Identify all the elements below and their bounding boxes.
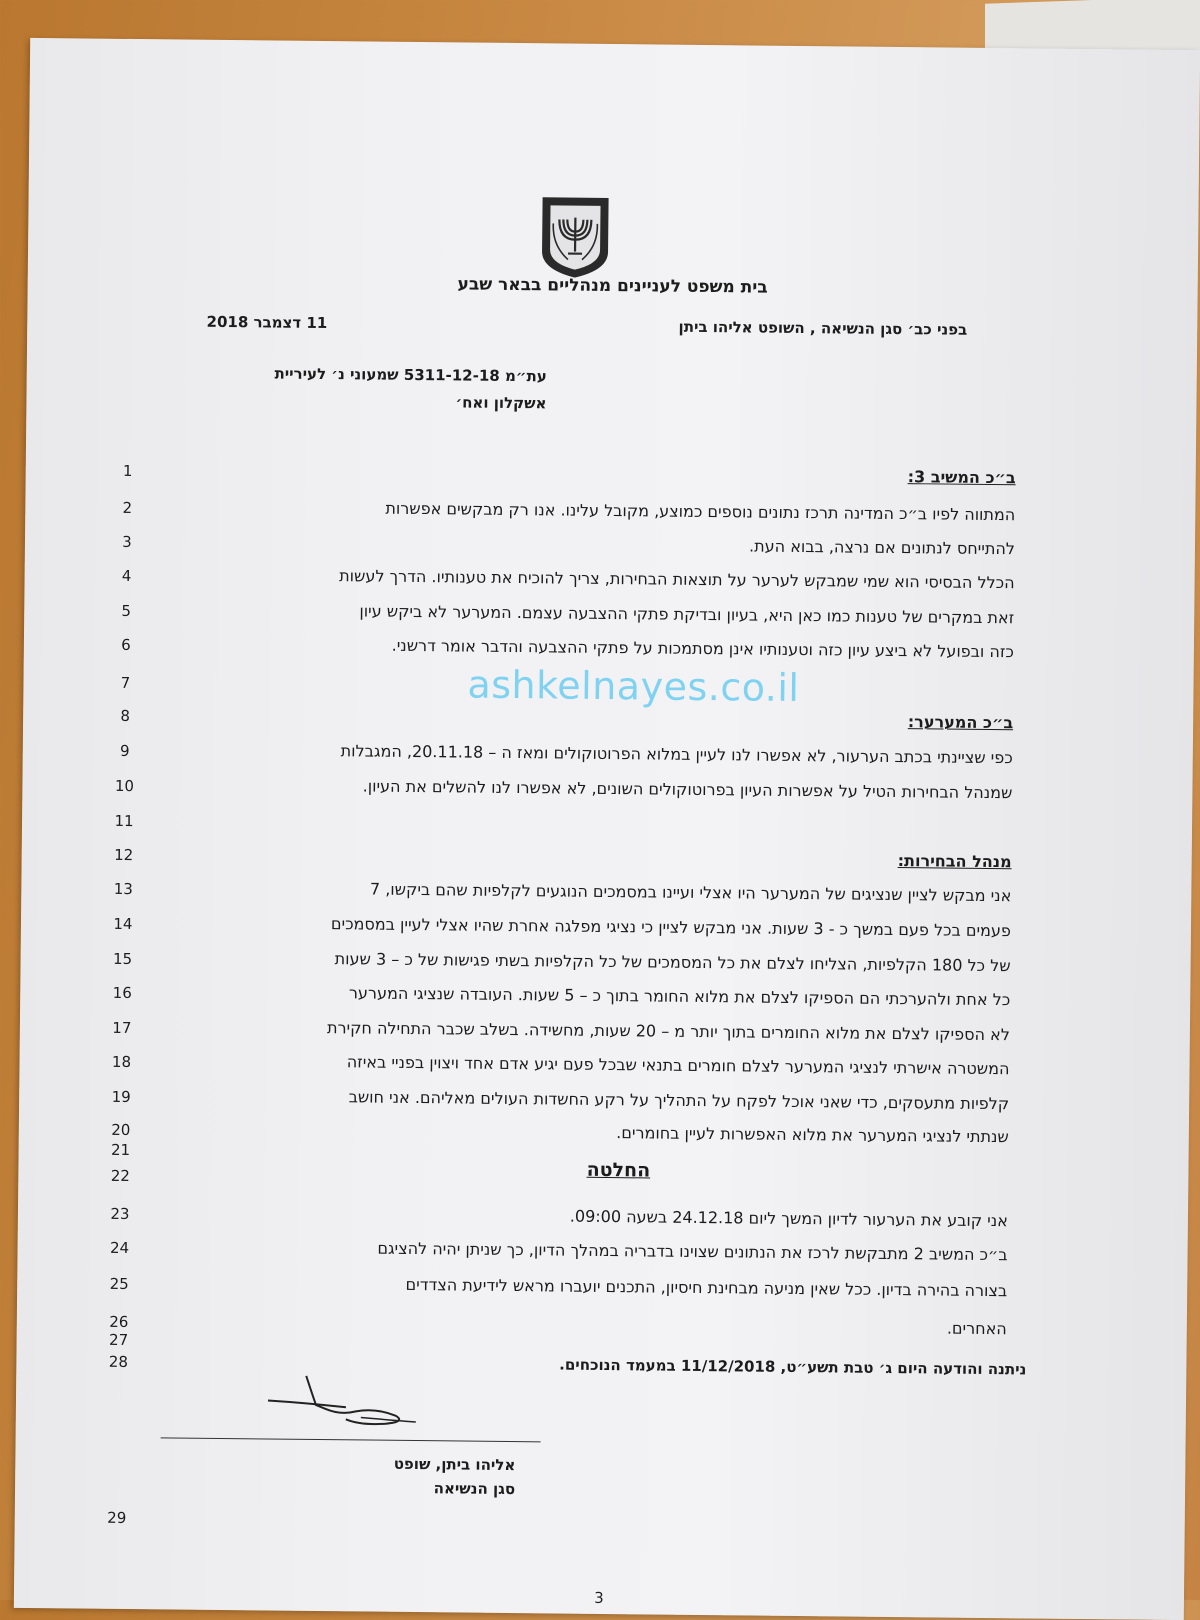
speaker-heading: מנהל הבחירות: <box>162 843 1012 871</box>
line-number: 4 <box>107 567 147 585</box>
decision-heading: החלטה <box>438 1157 798 1183</box>
line-number: 14 <box>103 915 143 933</box>
signer-block <box>195 1450 515 1501</box>
line-number: 8 <box>105 707 145 725</box>
court-name: בית משפט לעניינים מנהליים בבאר שבע <box>328 273 768 298</box>
transcript-line: כל אחת ולהערכתי הם הספיקו לצלם את מלוא החומר בתוך כ – 5 שעות. העובדה שנציגי המערער <box>160 981 1010 1009</box>
line-number: 24 <box>99 1239 139 1257</box>
transcript-line: שנתתי לנציגי המערער את מלוא האפשרות לעיין בחומרים. <box>159 1118 1009 1146</box>
handwritten-signature <box>266 1370 437 1442</box>
watermark-text: ashkelnayes.co.il <box>423 662 843 710</box>
transcript-line: לא הספיקו לצלם את מלוא החומרים בתוך יותר מ – 20 שעות, מחשידה. בשלב שכבר התחילה חקירת <box>160 1016 1010 1044</box>
line-number: 9 <box>105 742 145 760</box>
case-title <box>166 359 547 417</box>
transcript-line: האחרים. <box>157 1310 1007 1338</box>
line-number: 19 <box>101 1088 141 1106</box>
transcript-line: המשטרה אישרתי לנציגי המערער לצלם חומרים בתנאי שבכל פעם יגיע אדם אחד ויצוין בפניי באיזה <box>159 1050 1009 1078</box>
hearing-date: 11 דצמבר 2018 <box>167 312 327 332</box>
line-number: 2 <box>107 499 147 517</box>
line-number: 6 <box>106 636 146 654</box>
transcript-line: קלפיות מתעסקים, כדי שאני אוכל לפקח על התהליך על רקע החשדות העולים מאליהם. אני חושב <box>159 1085 1009 1113</box>
line-number: 12 <box>104 846 144 864</box>
transcript-line: זאת במקרים של טענות כמו כאן היא, בעיון ובדיקת פתקי ההצבעה עצמם. המערער לא ביקש עיון <box>164 599 1014 627</box>
transcript-line: כזה ובפועל לא ביצע עיון כזה וטענותיו אינן מסתמכות על פתקי ההצבעה והדבר אומר דרשני. <box>164 633 1014 661</box>
case-title-line-2: אשקלון ואח׳ <box>166 386 546 417</box>
speaker-heading: ב״כ המערער: <box>163 704 1013 732</box>
transcript-line: שמנהל הבחירות הטיל על אפשרות העיון בפרוטוקולים השונים, לא אפשרו לנו להשלים את העיון. <box>162 774 1012 802</box>
line-number: 3 <box>107 533 147 551</box>
transcript-line: להתייחס לנתונים אם נרצה, בבוא העת. <box>165 530 1015 558</box>
transcript-line: ב״כ המשיב 2 מתבקשת לרכז את הנתונים שצוינו בדבריה במהלך הדיון, כך שניתן יהיה להציגם <box>158 1236 1008 1264</box>
line-number: 10 <box>104 777 144 795</box>
transcript-line: של כל 180 הקלפיות, הצליחו לצלם את כל המסמכים של כל הקלפיות בשתי פגישות של כ – 3 שעות <box>161 947 1011 975</box>
line-number: 28 <box>98 1353 138 1371</box>
transcript-line: הכלל הבסיסי הוא שמי שמבקש לערער על תוצאות הבחירות, צריך להוכיח את טענותיו. הדרך לעשות <box>165 564 1015 592</box>
line-number: 25 <box>99 1275 139 1293</box>
signer-name: אליהו ביתן, שופט <box>195 1450 515 1477</box>
transcript-line: כפי שציינתי בכתב הערעור, לא אפשרו לנו לעיין במלוא הפרוטוקולים ומאז ה – 20.11.18, המגבלות <box>163 739 1013 767</box>
line-number: 29 <box>97 1509 137 1527</box>
line-number: 22 <box>100 1167 140 1185</box>
transcript-line: אני קובע את הערעור לדיון המשך ליום 24.12.18 בשעה 09:00. <box>158 1202 1008 1230</box>
line-number: 17 <box>102 1019 142 1037</box>
case-title-line-1: עת״מ 5311-12-18 שמעוני נ׳ לעיריית <box>167 359 547 390</box>
closing-statement: ניתנה והודעה היום ג׳ טבת תשע״ט, 11/12/2018 במעמד הנוכחים. <box>266 1352 1026 1378</box>
line-number: 26 <box>99 1313 139 1331</box>
line-number: 18 <box>101 1053 141 1071</box>
line-number: 23 <box>100 1205 140 1223</box>
line-number: 5 <box>106 602 146 620</box>
transcript-line: המתווה לפיו ב״כ המדינה תרכז נתונים נוספים כמוצע, מקובל עלינו. אנו רק מבקשים אפשרות <box>165 496 1015 524</box>
signer-title: סגן הנשיאה <box>195 1474 515 1501</box>
line-number: 15 <box>103 950 143 968</box>
document-page <box>14 38 1200 1620</box>
state-emblem-icon <box>538 193 613 280</box>
line-number: 13 <box>103 880 143 898</box>
line-number: 20 <box>101 1121 141 1139</box>
transcript-line: פעמים בכל פעם במשך כ - 3 שעות. אני מבקש לציין כי נציגי מפלגה אחרת שהיו אצלי לעיין במסמכים <box>161 912 1011 940</box>
line-number: 21 <box>101 1141 141 1159</box>
line-number: 27 <box>99 1331 139 1349</box>
line-number: 11 <box>104 812 144 830</box>
transcript-line: בצורה בהירה בדיון. ככל שאין מניעה מבחינת חיסיון, התכנים יועברו מראש לידיעת הצדדים <box>157 1272 1007 1300</box>
line-number: 7 <box>105 674 145 692</box>
transcript-line: אני מבקש לציין שנציגים של המערער היו אצלי ועיינו במסמכים הנוגעים לקלפיות שהם ביקשו, 7 <box>161 877 1011 905</box>
line-number: 1 <box>108 462 148 480</box>
speaker-heading: ב״כ המשיב 3: <box>166 459 1016 487</box>
line-number: 16 <box>102 984 142 1002</box>
judge-line: בפני כב׳ סגן הנשיאה , השופט אליהו ביתן <box>587 317 967 339</box>
page-number: 3 <box>584 1589 614 1607</box>
